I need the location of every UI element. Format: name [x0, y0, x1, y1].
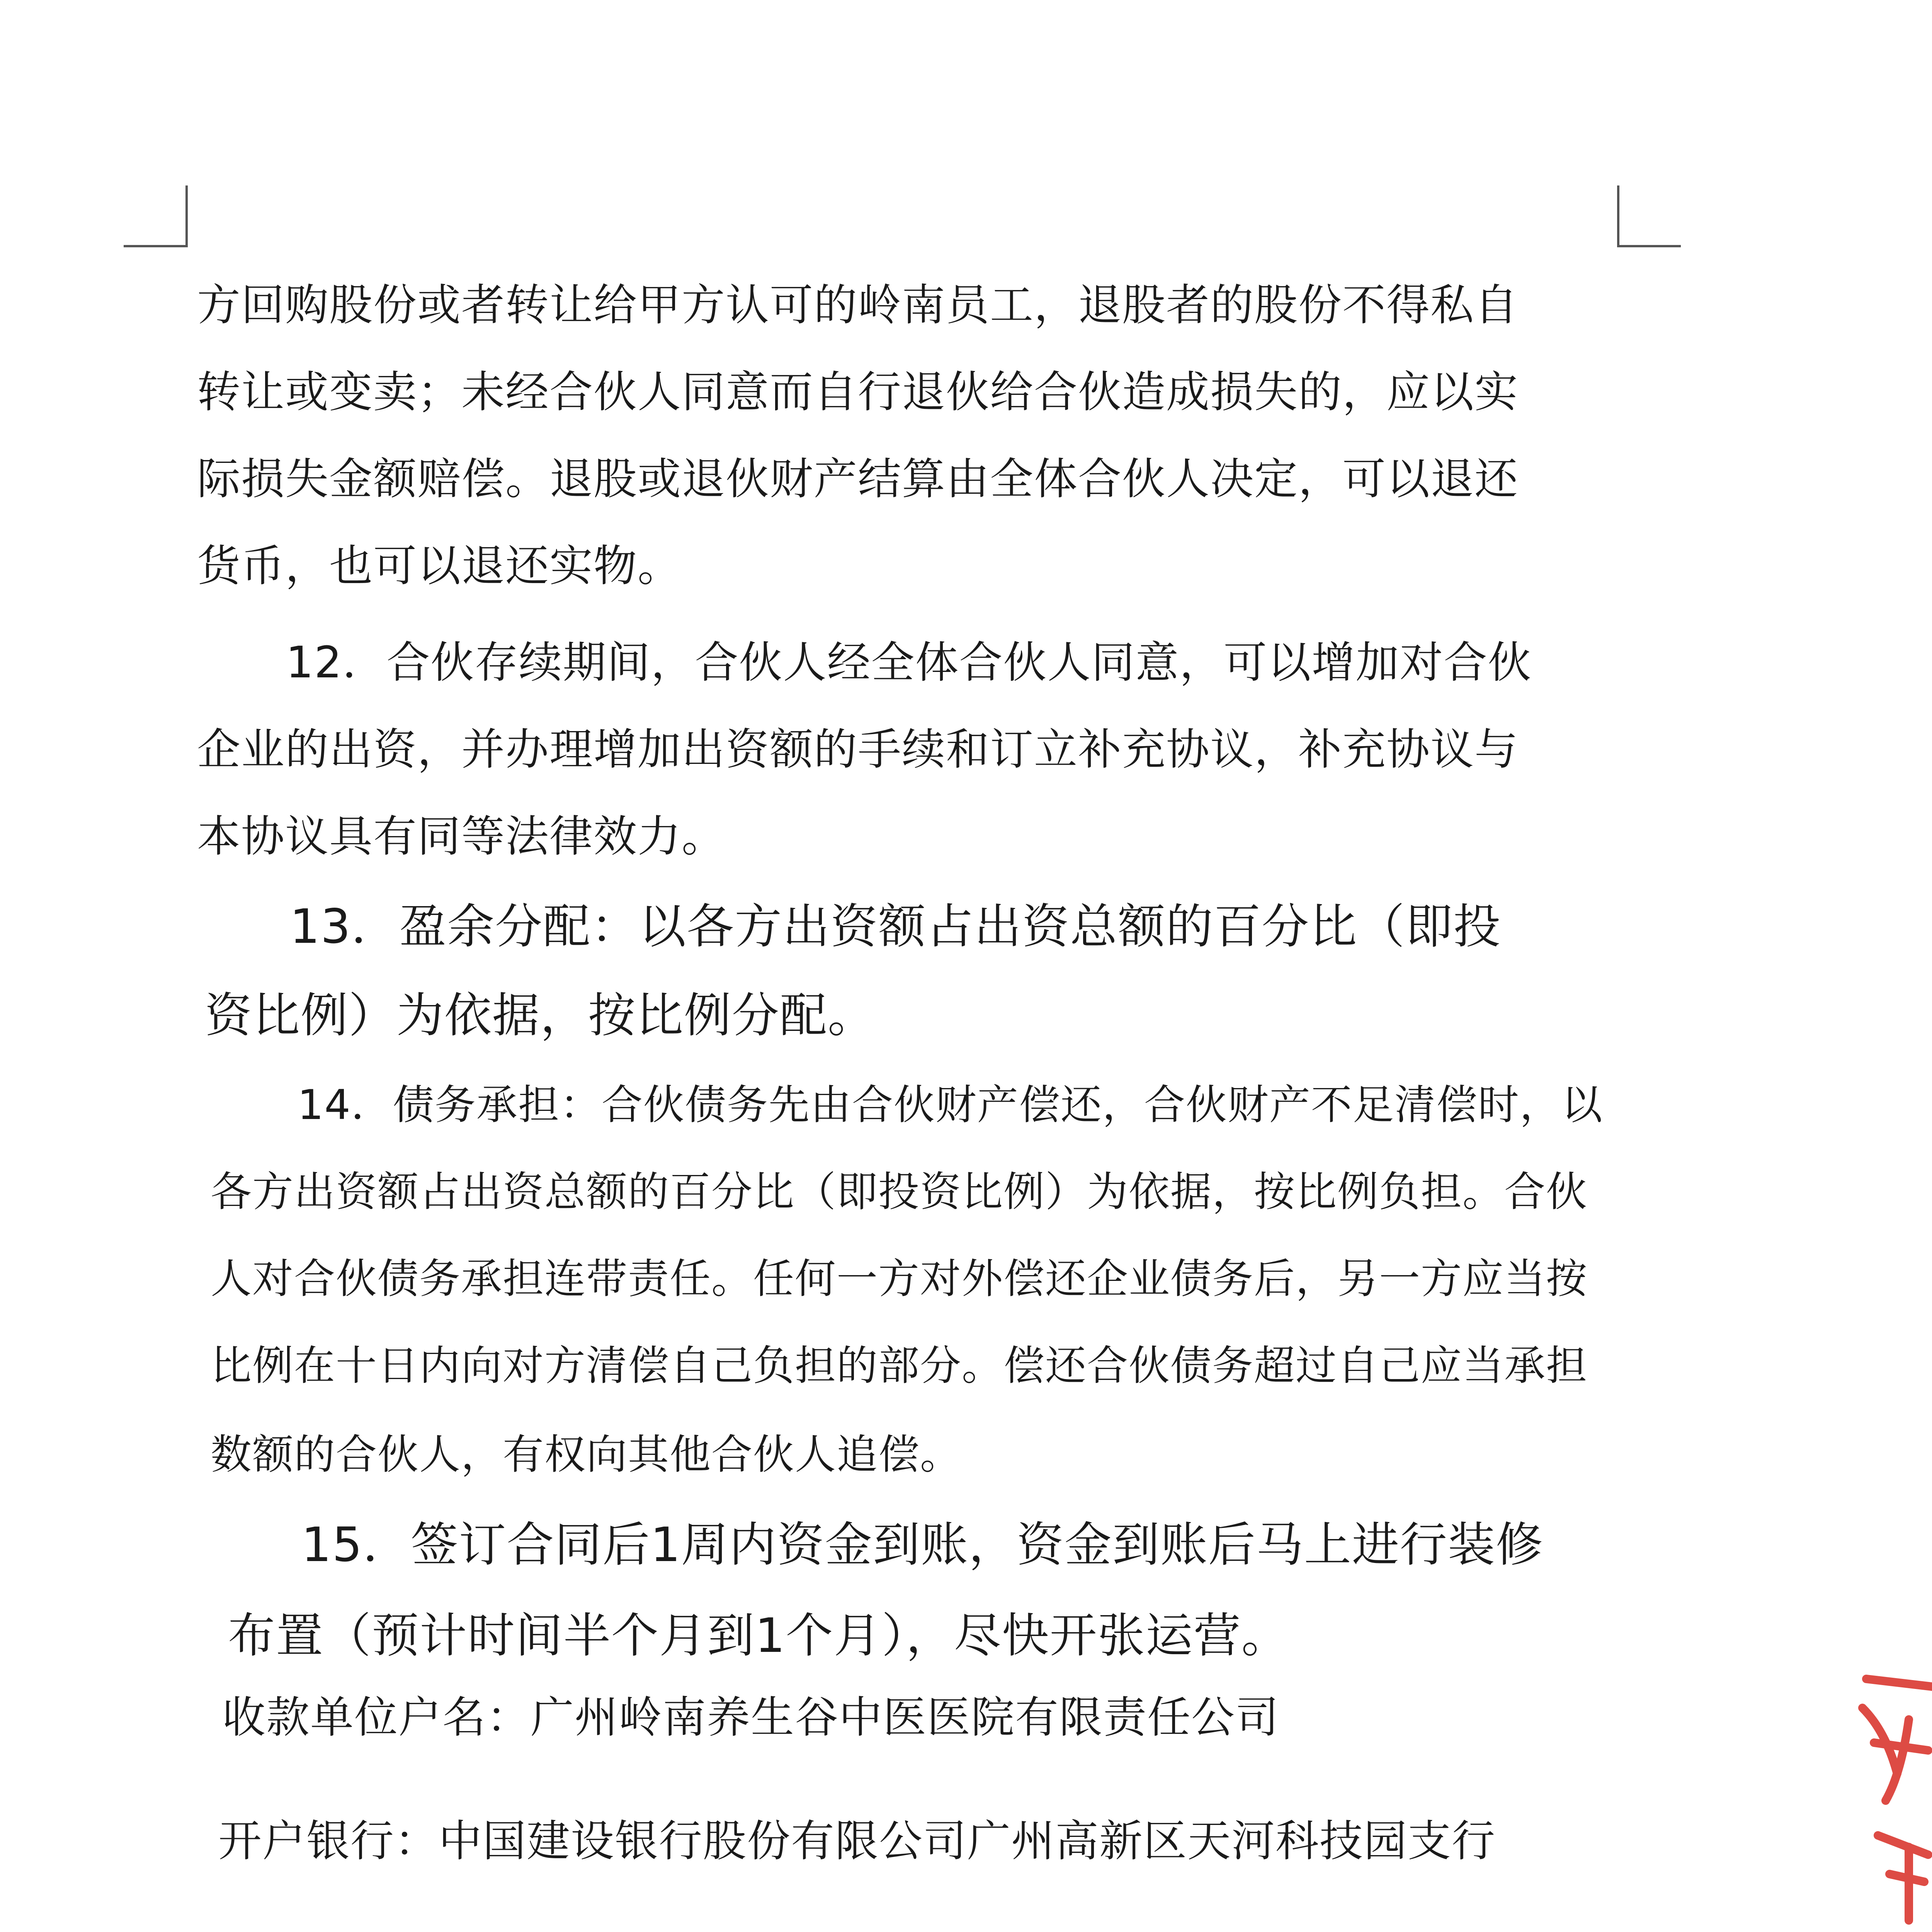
paragraph-14-line: 数额的合伙人，有权向其他合伙人追偿。: [211, 1431, 962, 1478]
bank-account: [218, 1928, 1005, 1932]
paragraph-14-line: 比例在十日内向对方清偿自己负担的部分。偿还合伙债务超过自己应当承担: [211, 1342, 1588, 1389]
crop-mark-top-right: [1617, 245, 1681, 247]
crop-mark-top-left: [124, 245, 188, 247]
paragraph-12-line: 企业的出资，并办理增加出资额的手续和订立补充协议，补充协议与: [197, 724, 1519, 775]
paragraph-11-line: 转让或变卖；未经合伙人同意而自行退伙给合伙造成损失的，应以实: [197, 367, 1519, 417]
crop-mark-top-right: [1617, 185, 1619, 247]
paragraph-14-line: 各方出资额占出资总额的百分比（即投资比例）为依据，按比例负担。合伙: [211, 1168, 1588, 1216]
paragraph-12-line: 12．合伙存续期间，合伙人经全体合伙人同意，可以增加对合伙: [286, 638, 1532, 688]
paragraph-11-line: 货币，也可以退还实物。: [197, 541, 682, 591]
paragraph-11-line: 际损失金额赔偿。退股或退伙财产结算由全体合伙人决定，可以退还: [197, 454, 1519, 504]
paragraph-14-line: 14．债务承担：合伙债务先由合伙财产偿还，合伙财产不足清偿时，以: [298, 1081, 1603, 1129]
red-seal-stamp: [1851, 1673, 1932, 1932]
paragraph-12-line: 本协议具有同等法律效力。: [197, 811, 726, 862]
bank-name: 开户银行：中国建设银行股份有限公司广州高新区天河科技园支行: [218, 1816, 1496, 1866]
paragraph-13-line: 13．盈余分配：以各方出资额占出资总额的百分比（即投: [290, 899, 1502, 954]
paragraph-15-line: 布置（预计时间半个月到1个月），尽快开张运营。: [228, 1608, 1289, 1663]
paragraph-11-line: 方回购股份或者转让给甲方认可的岭南员工，退股者的股份不得私自: [197, 280, 1519, 330]
paragraph-13-line: 资比例）为依据，按比例分配。: [205, 988, 876, 1043]
payee-name: 收款单位户名：广州岭南养生谷中医医院有限责任公司: [222, 1692, 1279, 1743]
crop-mark-top-left: [185, 185, 188, 247]
paragraph-15-line: 15．签订合同后1周内资金到账，资金到账后马上进行装修: [301, 1517, 1544, 1572]
paragraph-14-line: 人对合伙债务承担连带责任。任何一方对外偿还企业债务后，另一方应当按: [211, 1255, 1588, 1303]
